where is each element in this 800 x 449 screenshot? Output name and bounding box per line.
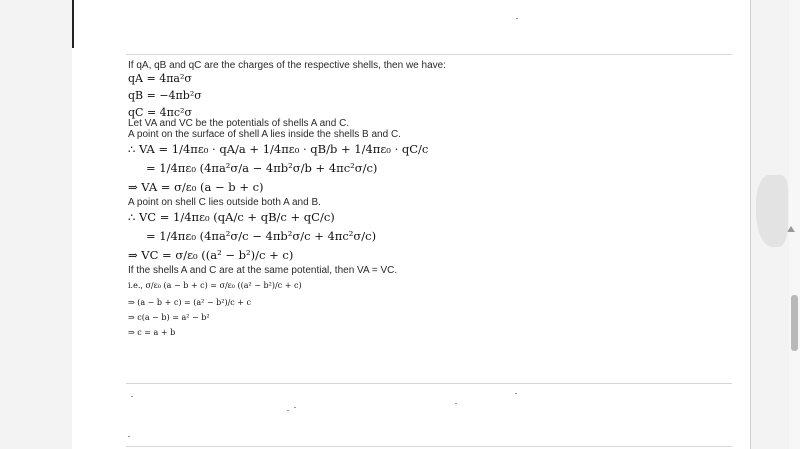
equation-vc-1: ∴ VC = 1/4πε₀ (qA/c + qB/c + qC/c) [128,210,335,224]
vertical-scrollbar[interactable] [789,0,800,449]
equation-qa: qA = 4πa²σ [128,72,192,85]
scroll-up-arrow-icon[interactable] [787,226,795,232]
equation-va-2: = 1/4πε₀ (4πa²σ/a − 4πb²σ/b + 4πc²σ/c) [146,161,378,175]
point-a-text: A point on the surface of shell A lies inside the shells B and C. [128,129,401,140]
potentials-text: Let VA and VC be the potentials of shells A and C. [128,118,350,129]
point-c-text: A point on shell C lies outside both A and B. [128,197,321,208]
intro-text: If qA, qB and qC are the charges of the respective shells, then we have: [128,60,446,71]
bottom-divider [126,383,732,384]
equation-qc: qC = 4πc²σ [128,106,192,119]
equation-vc-2: = 1/4πε₀ (4πa²σ/c − 4πb²σ/c + 4πc²σ/c) [146,229,377,243]
equation-step-3: ⇒ c = a + b [128,328,176,337]
card-right-border [750,0,751,449]
top-divider [126,54,732,55]
background-blur-shape [756,175,788,247]
card-left-border [72,0,74,48]
equation-vc-3: ⇒ VC = σ/ε₀ ((a² − b²)/c + c) [128,248,294,262]
equation-va-3: ⇒ VA = σ/ε₀ (a − b + c) [128,180,264,194]
equation-step-1: ⇒ (a − b + c) = (a² − b²)/c + c [128,298,252,307]
equation-step-2: ⇒ c(a − b) = a² − b² [128,313,210,322]
equation-va-1: ∴ VA = 1/4πε₀ · qA/a + 1/4πε₀ · qB/b + 1/4πε₀ · qC/c [128,142,429,156]
solution-content [128,60,728,338]
same-potential-text: If the shells A and C are at the same potential, then VA = VC. [128,265,398,276]
footer-divider [126,446,732,447]
equation-ie: i.e., σ/ε₀ (a − b + c) = σ/ε₀ ((a² − b²)/c + c) [128,281,302,290]
equation-qb: qB = −4πb²σ [128,89,202,102]
scrollbar-thumb[interactable] [791,295,798,351]
